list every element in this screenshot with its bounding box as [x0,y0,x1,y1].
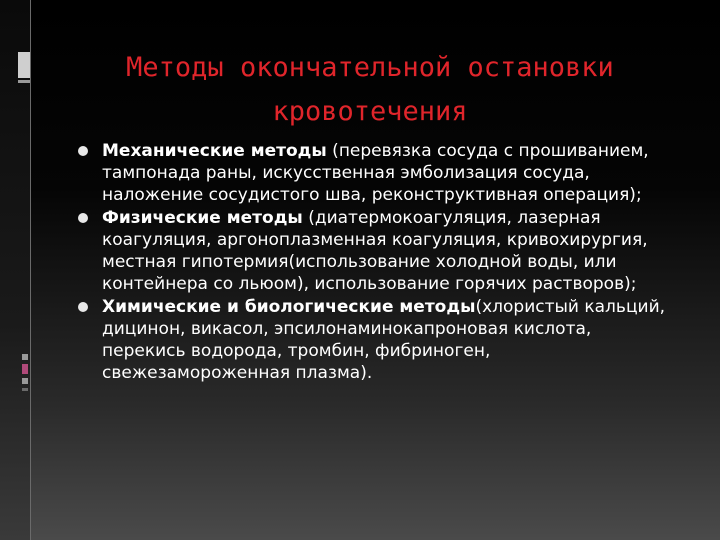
list-item [78,296,668,384]
list-item [78,140,668,206]
bullet-icon [78,146,88,156]
decorative-block-top [18,52,30,78]
bullet-icon [78,302,88,312]
decorative-square-pink [22,364,28,374]
item-term: Химические и биологические методы [102,297,476,317]
item-term: Механические методы [102,141,327,161]
slide-title: Методы окончательной остановки кровотечения [126,52,614,127]
decorative-bar-bottom [22,388,28,391]
item-text: (перевязка сосуда с прошиванием, тампонада раны, искусственная эмболизация сосуда, наложение сосудистого шва, реконструктивная операция); [102,141,649,205]
decorative-bar-top [18,80,30,83]
item-text: (диатермокоагуляция, лазерная коагуляция, аргоноплазменная коагуляция, кривохирургия, местная гипотермия(использование холодной воды, или контейнера со льюом), использование горячих растворов); [102,208,648,294]
decorative-square-gray [22,354,28,360]
item-term: Физические методы [102,208,303,228]
bullet-icon [78,213,88,223]
item-text: (хлористый кальций, дицинон, викасол, эпсилонаминокапроновая кислота, перекись водорода, тромбин, фибриноген, свежезамороженная плазма). [102,297,666,383]
decorative-square-gray-2 [22,378,28,384]
bullet-list [78,140,668,385]
list-item [78,207,668,295]
left-divider-line [30,0,31,540]
